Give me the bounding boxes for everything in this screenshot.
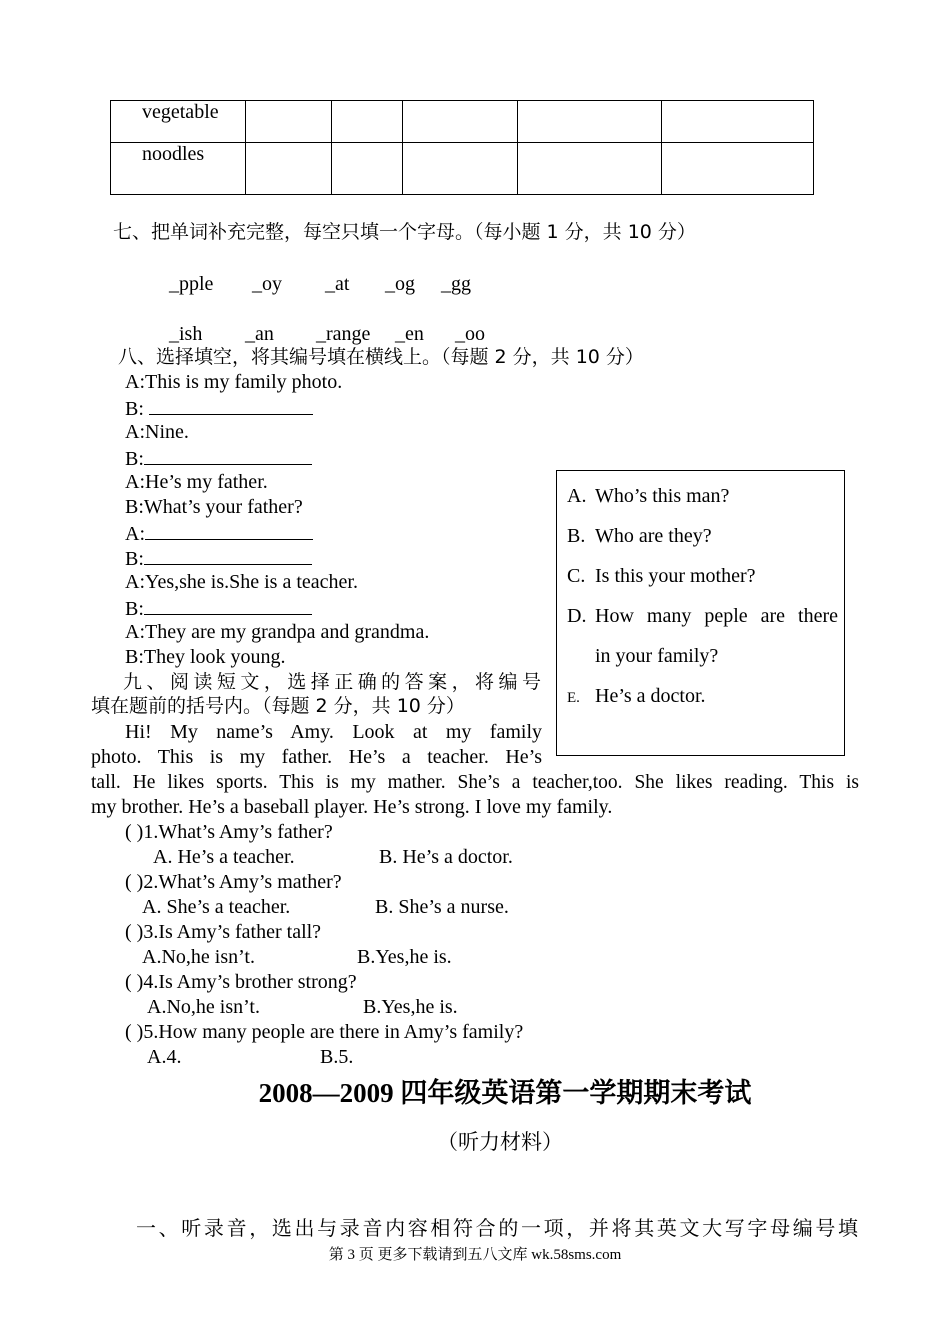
option-letter: C. <box>567 565 586 587</box>
section8-title: 八、选择填空，将其编号填在横线上。（每题 2 分，共 10 分） <box>118 346 644 368</box>
question: ( )1.What’s Amy’s father? <box>125 821 333 843</box>
dialogue-speaker: B: <box>125 398 149 420</box>
answer-choice-a: A.4. <box>147 1046 182 1068</box>
question: ( )5.How many people are there in Amy’s family? <box>125 1021 524 1043</box>
word-blank: _gg <box>441 273 471 295</box>
passage-line: tall. He likes sports. This is my mather. She’s a teacher,too. She likes reading. This is <box>91 772 859 793</box>
exam-subtitle: （听力材料） <box>437 1130 563 1154</box>
table-cell <box>518 101 662 143</box>
answer-blank[interactable] <box>144 545 312 565</box>
answer-choice-a: A. She’s a teacher. <box>142 896 291 918</box>
answer-choice-b: B.Yes,he is. <box>363 996 458 1018</box>
dialogue-speaker: A: <box>125 523 145 545</box>
exam-title: 2008—2009 四年级英语第一学期期末考试 <box>258 1078 752 1108</box>
word-blank: _an <box>245 323 274 345</box>
table-cell <box>332 143 403 195</box>
option-letter: B. <box>567 525 586 547</box>
table-row <box>111 143 814 195</box>
question: ( )4.Is Amy’s brother strong? <box>125 971 357 993</box>
answer-blank[interactable] <box>144 445 312 465</box>
passage-line: Hi! My name’s Amy. Look at my family <box>125 721 542 743</box>
option-letter: D. <box>567 605 587 627</box>
option-item <box>567 524 712 549</box>
dialogue-speaker: B: <box>125 548 144 570</box>
table-row <box>111 101 814 143</box>
word-blank: _og <box>385 273 415 295</box>
answer-choice-b: B. She’s a nurse. <box>375 896 509 918</box>
section9-title-line1: 九、阅读短文，选择正确的答案，将编号 <box>123 671 542 693</box>
dialogue-line: A:This is my family photo. <box>125 371 343 393</box>
answer-blank[interactable] <box>145 520 313 540</box>
option-text: Who’s this man? <box>595 485 730 507</box>
dialogue-line-blank <box>125 545 312 572</box>
answer-choice-b: B.5. <box>320 1046 354 1068</box>
option-item <box>567 484 729 509</box>
dialogue-line-blank <box>125 520 313 547</box>
options-box <box>556 470 845 756</box>
answer-choice-a: A. He’s a teacher. <box>153 846 295 868</box>
table-cell <box>246 101 332 143</box>
word-blank: _pple <box>169 273 214 295</box>
table-cell <box>518 143 662 195</box>
table-cell <box>662 143 814 195</box>
section9-title-line2: 填在题前的括号内。（每题 2 分，共 10 分） <box>91 695 465 717</box>
word-blank: _ish <box>169 323 203 345</box>
question: ( )2.What’s Amy’s mather? <box>125 871 342 893</box>
table-cell-word: noodles <box>111 143 246 195</box>
listening-section1-title: 一、听录音，选出与录音内容相符合的一项，并将其英文大写字母编号填 <box>136 1216 858 1240</box>
dialogue-line-blank <box>125 395 313 422</box>
word-blank: _at <box>325 273 350 295</box>
table-cell-word: vegetable <box>111 101 246 143</box>
dialogue-line: A:They are my grandpa and grandma. <box>125 621 430 643</box>
option-text-continued: in your family? <box>595 645 719 667</box>
answer-choice-a: A.No,he isn’t. <box>142 946 255 968</box>
answer-choice-a: A.No,he isn’t. <box>147 996 260 1018</box>
section7-title: 七、把单词补充完整，每空只填一个字母。（每小题 1 分，共 10 分） <box>113 221 696 243</box>
dialogue-speaker: B: <box>125 598 144 620</box>
word-blank: _range <box>316 323 371 345</box>
option-item <box>567 604 838 629</box>
dialogue-speaker: B: <box>125 448 144 470</box>
word-blank: _oy <box>252 273 282 295</box>
option-letter: E. <box>567 690 580 706</box>
option-text: Is this your mother? <box>595 565 756 587</box>
word-blank: _en <box>395 323 424 345</box>
question: ( )3.Is Amy’s father tall? <box>125 921 322 943</box>
answer-blank[interactable] <box>149 395 313 415</box>
page-footer: 第 3 页 更多下载请到五八文库 wk.58sms.com <box>328 1247 622 1263</box>
answer-choice-b: B.Yes,he is. <box>357 946 452 968</box>
answer-choice-b: B. He’s a doctor. <box>379 846 513 868</box>
passage-line: photo. This is my father. He’s a teacher. He’s <box>91 746 542 768</box>
table-cell <box>246 143 332 195</box>
table-cell <box>332 101 403 143</box>
option-text: Who are they? <box>595 525 712 547</box>
dialogue-line: A:Yes,she is.She is a teacher. <box>125 571 358 593</box>
option-letter: A. <box>567 485 587 507</box>
vocabulary-table <box>110 100 814 195</box>
dialogue-line-blank <box>125 445 312 472</box>
table-cell <box>403 101 518 143</box>
dialogue-line: B:What’s your father? <box>125 496 303 518</box>
dialogue-line: B:They look young. <box>125 646 286 668</box>
option-text: He’s a doctor. <box>595 685 706 707</box>
passage-line: my brother. He’s a baseball player. He’s strong. I love my family. <box>91 796 613 818</box>
option-item <box>567 564 756 589</box>
option-item <box>567 684 706 711</box>
dialogue-line: A:Nine. <box>125 421 189 443</box>
dialogue-line: A:He’s my father. <box>125 471 268 493</box>
word-blank: _oo <box>455 323 485 345</box>
answer-blank[interactable] <box>144 595 312 615</box>
option-text: How many peple are there <box>595 605 838 627</box>
table-cell <box>662 101 814 143</box>
table-cell <box>403 143 518 195</box>
dialogue-line-blank <box>125 595 312 622</box>
